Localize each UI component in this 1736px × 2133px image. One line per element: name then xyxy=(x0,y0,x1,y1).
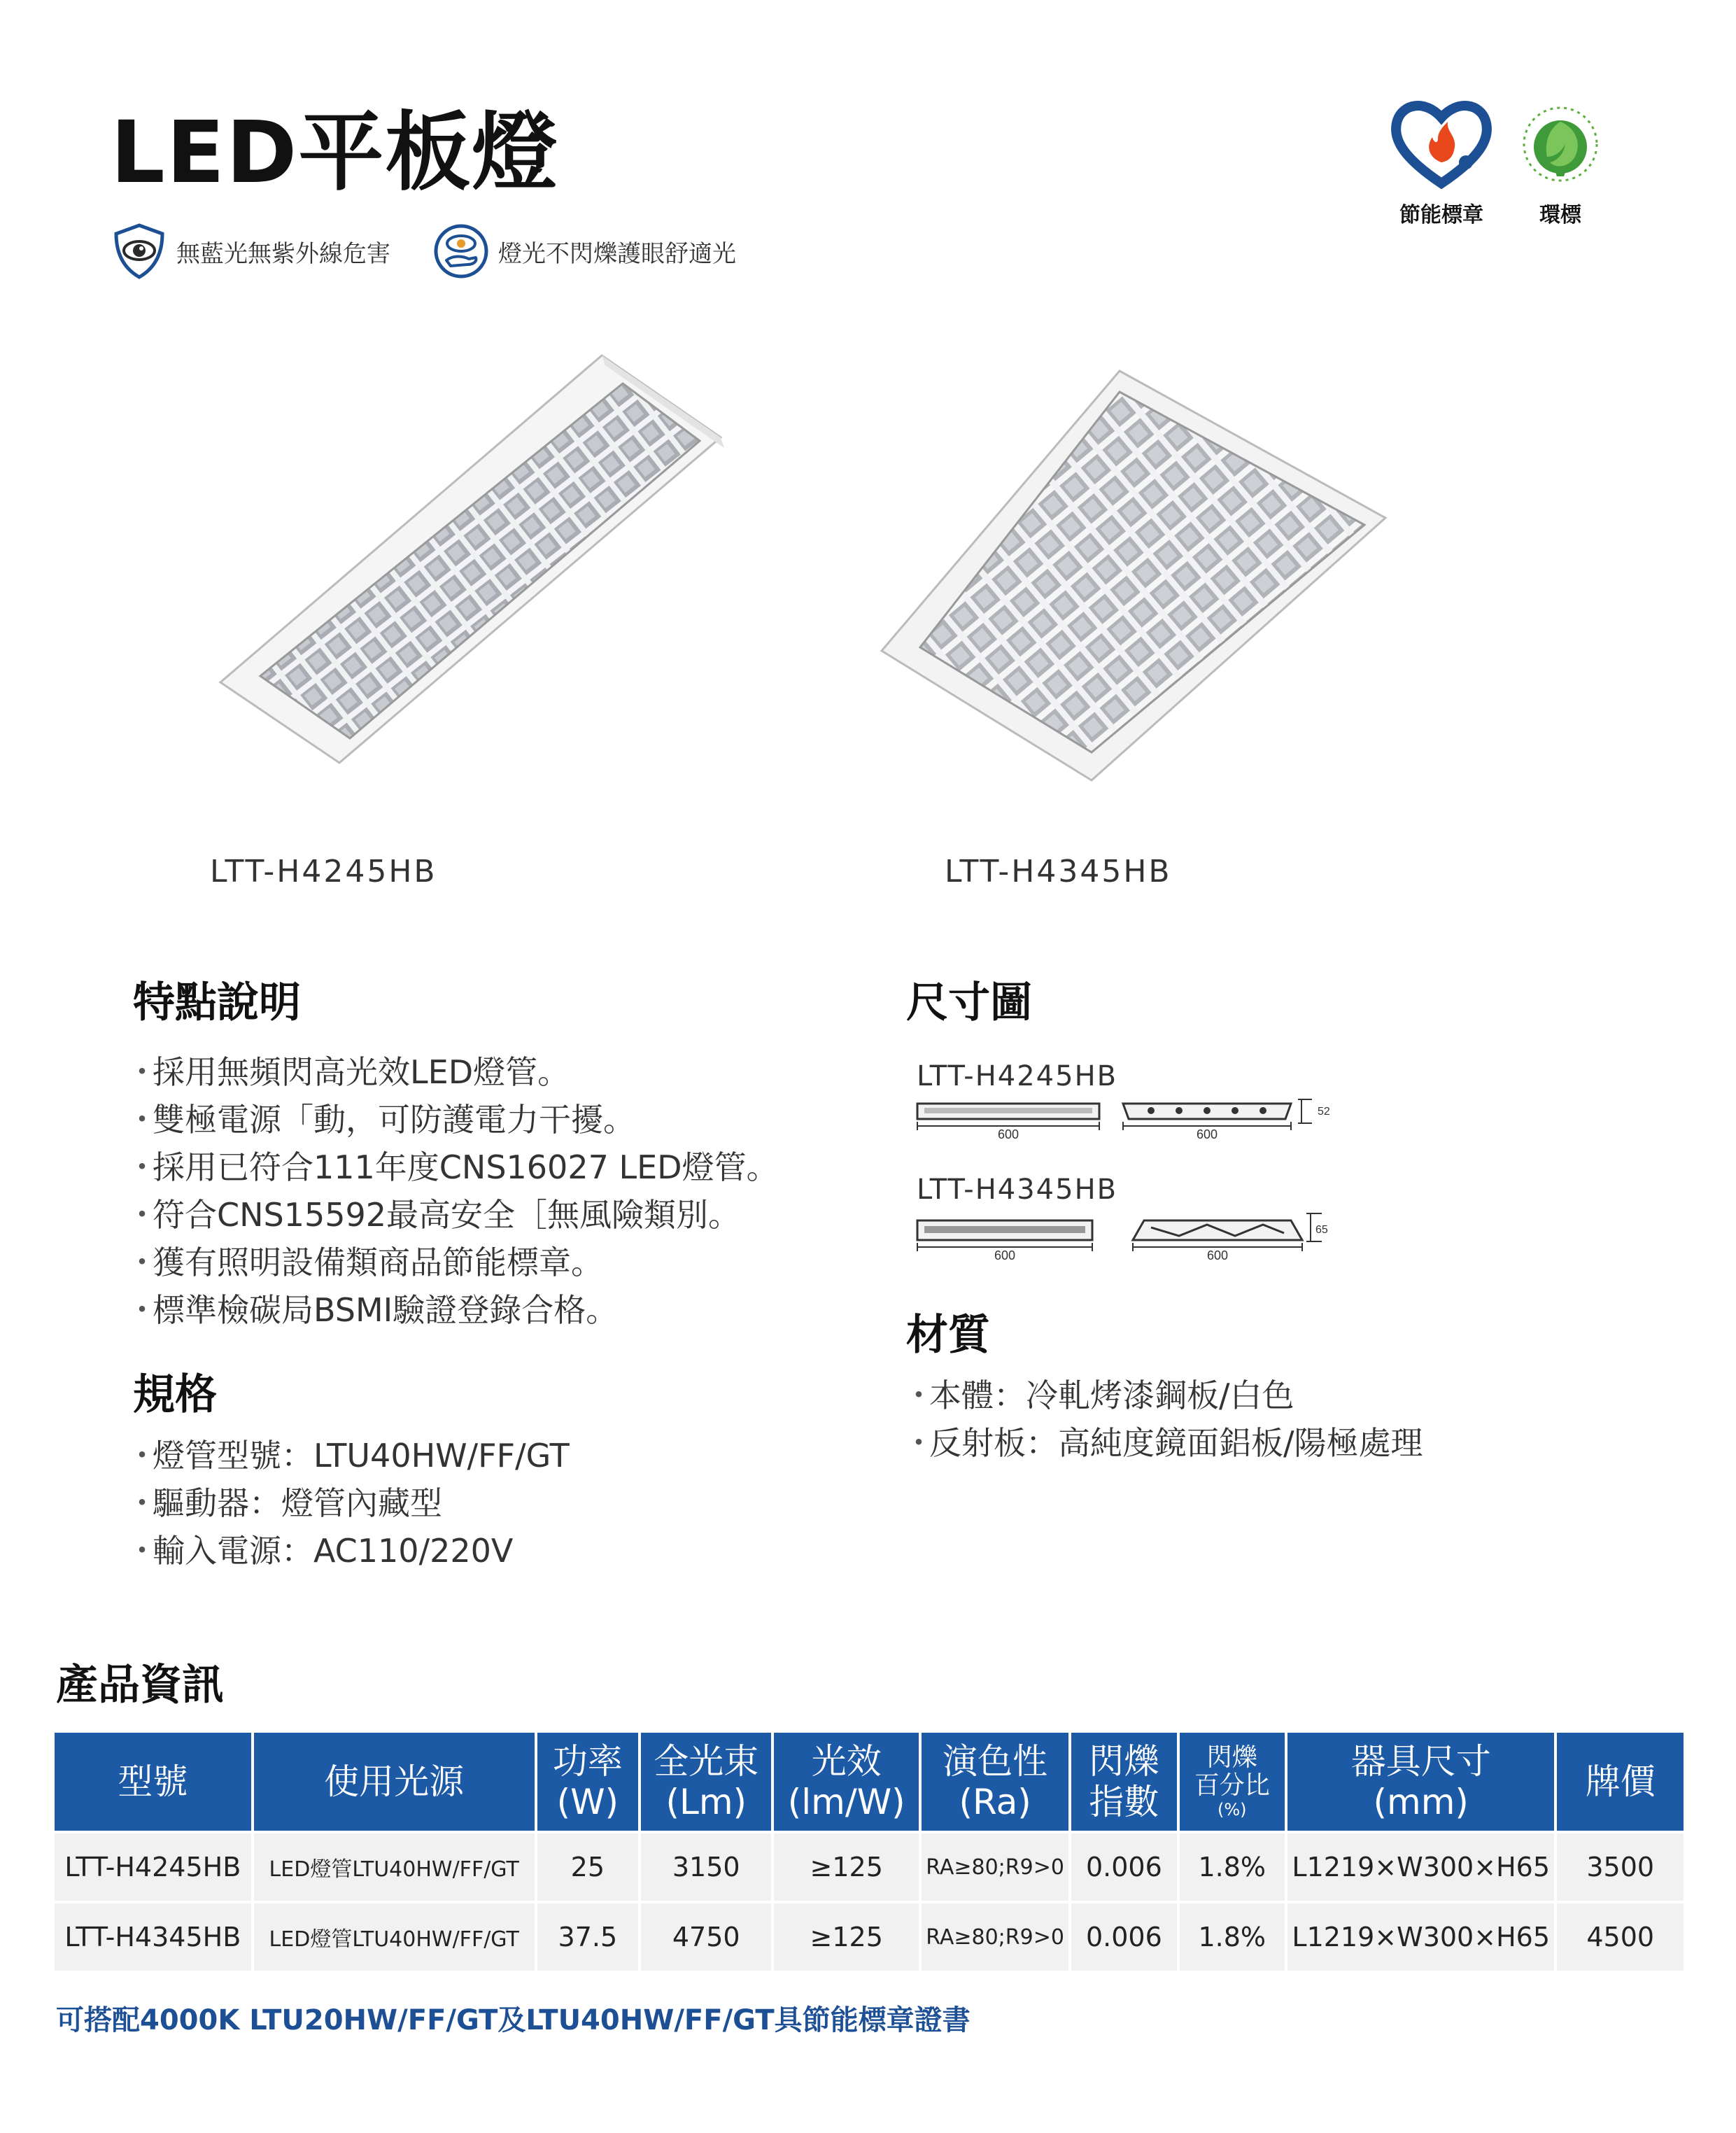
footnote: 可搭配4000K LTU20HW/FF/GT及LTU40HW/FF/GT具節能標章證書 xyxy=(56,2004,971,2036)
eye-hand-icon xyxy=(432,223,490,280)
header-price: 牌價 xyxy=(1557,1733,1684,1831)
table-header-row xyxy=(55,1733,1684,1831)
page-title: LED平板燈 xyxy=(111,103,559,202)
header-model: 型號 xyxy=(55,1733,251,1831)
list-item: ・獲有照明設備類商品節能標章。 xyxy=(126,1244,603,1281)
feature-text: 燈光不閃爍護眼舒適光 xyxy=(498,239,736,268)
material-section-title: 材質 xyxy=(906,1311,990,1360)
cell-price: 4500 xyxy=(1557,1903,1684,1971)
header-flicker: 閃爍 指數 xyxy=(1071,1733,1176,1831)
green-mark-cert xyxy=(1504,98,1616,228)
cell-model: LTT-H4245HB xyxy=(55,1833,251,1901)
features-list xyxy=(126,1048,779,1334)
cell-power: 37.5 xyxy=(537,1903,638,1971)
table-row xyxy=(55,1903,1684,1971)
header-size: 器具尺寸 (mm) xyxy=(1287,1733,1555,1831)
cell-flicker-pct: 1.8% xyxy=(1180,1903,1285,1971)
list-item: ・符合CNS15592最高安全［無風險類別。 xyxy=(126,1196,741,1234)
list-item: ・採用無頻閃高光效LED燈管。 xyxy=(126,1053,570,1091)
product-model-1: LTT-H4245HB xyxy=(210,854,437,889)
list-item: ・本體：冷軋烤漆鋼板/白色 xyxy=(903,1377,1294,1414)
cell-cri: RA≥80;R9>0 xyxy=(922,1833,1068,1901)
cell-source: LED燈管LTU40HW/FF/GT xyxy=(254,1903,535,1971)
cell-flux: 3150 xyxy=(641,1833,771,1901)
list-item: ・驅動器：燈管內藏型 xyxy=(126,1484,442,1522)
eye-shield-icon xyxy=(111,223,168,280)
cell-source: LED燈管LTU40HW/FF/GT xyxy=(254,1833,535,1901)
cell-efficacy: ≥125 xyxy=(774,1833,919,1901)
dimension-drawing-1 xyxy=(913,1095,1330,1144)
dimension-model-1: LTT-H4245HB xyxy=(917,1060,1118,1092)
list-item: ・標準檢碳局BSMI驗證登錄合格。 xyxy=(126,1291,619,1329)
green-mark-icon xyxy=(1508,98,1613,188)
cell-flicker: 0.006 xyxy=(1071,1903,1176,1971)
feature-no-blue-light xyxy=(111,223,390,280)
list-item: ・輸入電源：AC110/220V xyxy=(126,1532,514,1570)
features-section-title: 特點說明 xyxy=(133,978,301,1027)
header-flux: 全光束 (Lm) xyxy=(641,1733,771,1831)
product-image-1 xyxy=(210,343,742,777)
cell-price: 3500 xyxy=(1557,1833,1684,1901)
green-mark-text: 環標 xyxy=(1539,203,1581,227)
spec-section-title: 規格 xyxy=(133,1370,217,1419)
cell-efficacy: ≥125 xyxy=(774,1903,919,1971)
feature-text: 無藍光無紫外線危害 xyxy=(176,239,390,268)
dimension-drawing-2 xyxy=(913,1209,1333,1265)
header-efficacy: 光效 (lm/W) xyxy=(774,1733,919,1831)
cell-size: L1219×W300×H65 xyxy=(1287,1833,1555,1901)
header-flicker-pct: 閃爍 百分比 (%) xyxy=(1180,1733,1285,1831)
cell-flux: 4750 xyxy=(641,1903,771,1971)
dimension-label: 600 xyxy=(997,1127,1019,1141)
product-info-title: 產品資訊 xyxy=(56,1661,224,1710)
dimension-label: 600 xyxy=(994,1248,1016,1262)
dimension-label: 52 xyxy=(1318,1106,1330,1118)
dimension-model-2: LTT-H4345HB xyxy=(917,1174,1118,1206)
energy-label-icon xyxy=(1389,98,1494,188)
product-image-2 xyxy=(882,371,1413,791)
product-info-table xyxy=(52,1730,1686,1973)
cell-model: LTT-H4345HB xyxy=(55,1903,251,1971)
cell-power: 25 xyxy=(537,1833,638,1901)
dimension-label: 600 xyxy=(1196,1127,1218,1141)
list-item: ・雙極電源「動，可防護電力干擾。 xyxy=(126,1101,635,1139)
list-item: ・反射板：高純度鏡面鋁板/陽極處理 xyxy=(903,1424,1423,1462)
material-list xyxy=(903,1372,1423,1467)
energy-label-cert xyxy=(1385,98,1497,228)
feature-no-flicker xyxy=(432,223,736,280)
energy-label-text: 節能標章 xyxy=(1399,203,1483,227)
dimension-section-title: 尺寸圖 xyxy=(906,978,1032,1027)
cell-size: L1219×W300×H65 xyxy=(1287,1903,1555,1971)
cell-cri: RA≥80;R9>0 xyxy=(922,1903,1068,1971)
dimension-label: 65 xyxy=(1315,1224,1328,1236)
product-model-2: LTT-H4345HB xyxy=(945,854,1172,889)
dimension-label: 600 xyxy=(1206,1248,1229,1262)
header-cri: 演色性 (Ra) xyxy=(922,1733,1068,1831)
list-item: ・採用已符合111年度CNS16027 LED燈管。 xyxy=(126,1148,779,1186)
table-row xyxy=(55,1833,1684,1901)
cell-flicker-pct: 1.8% xyxy=(1180,1833,1285,1901)
spec-list xyxy=(126,1432,570,1575)
header-source: 使用光源 xyxy=(254,1733,535,1831)
header-power: 功率 (W) xyxy=(537,1733,638,1831)
cell-flicker: 0.006 xyxy=(1071,1833,1176,1901)
list-item: ・燈管型號：LTU40HW/FF/GT xyxy=(126,1437,570,1474)
